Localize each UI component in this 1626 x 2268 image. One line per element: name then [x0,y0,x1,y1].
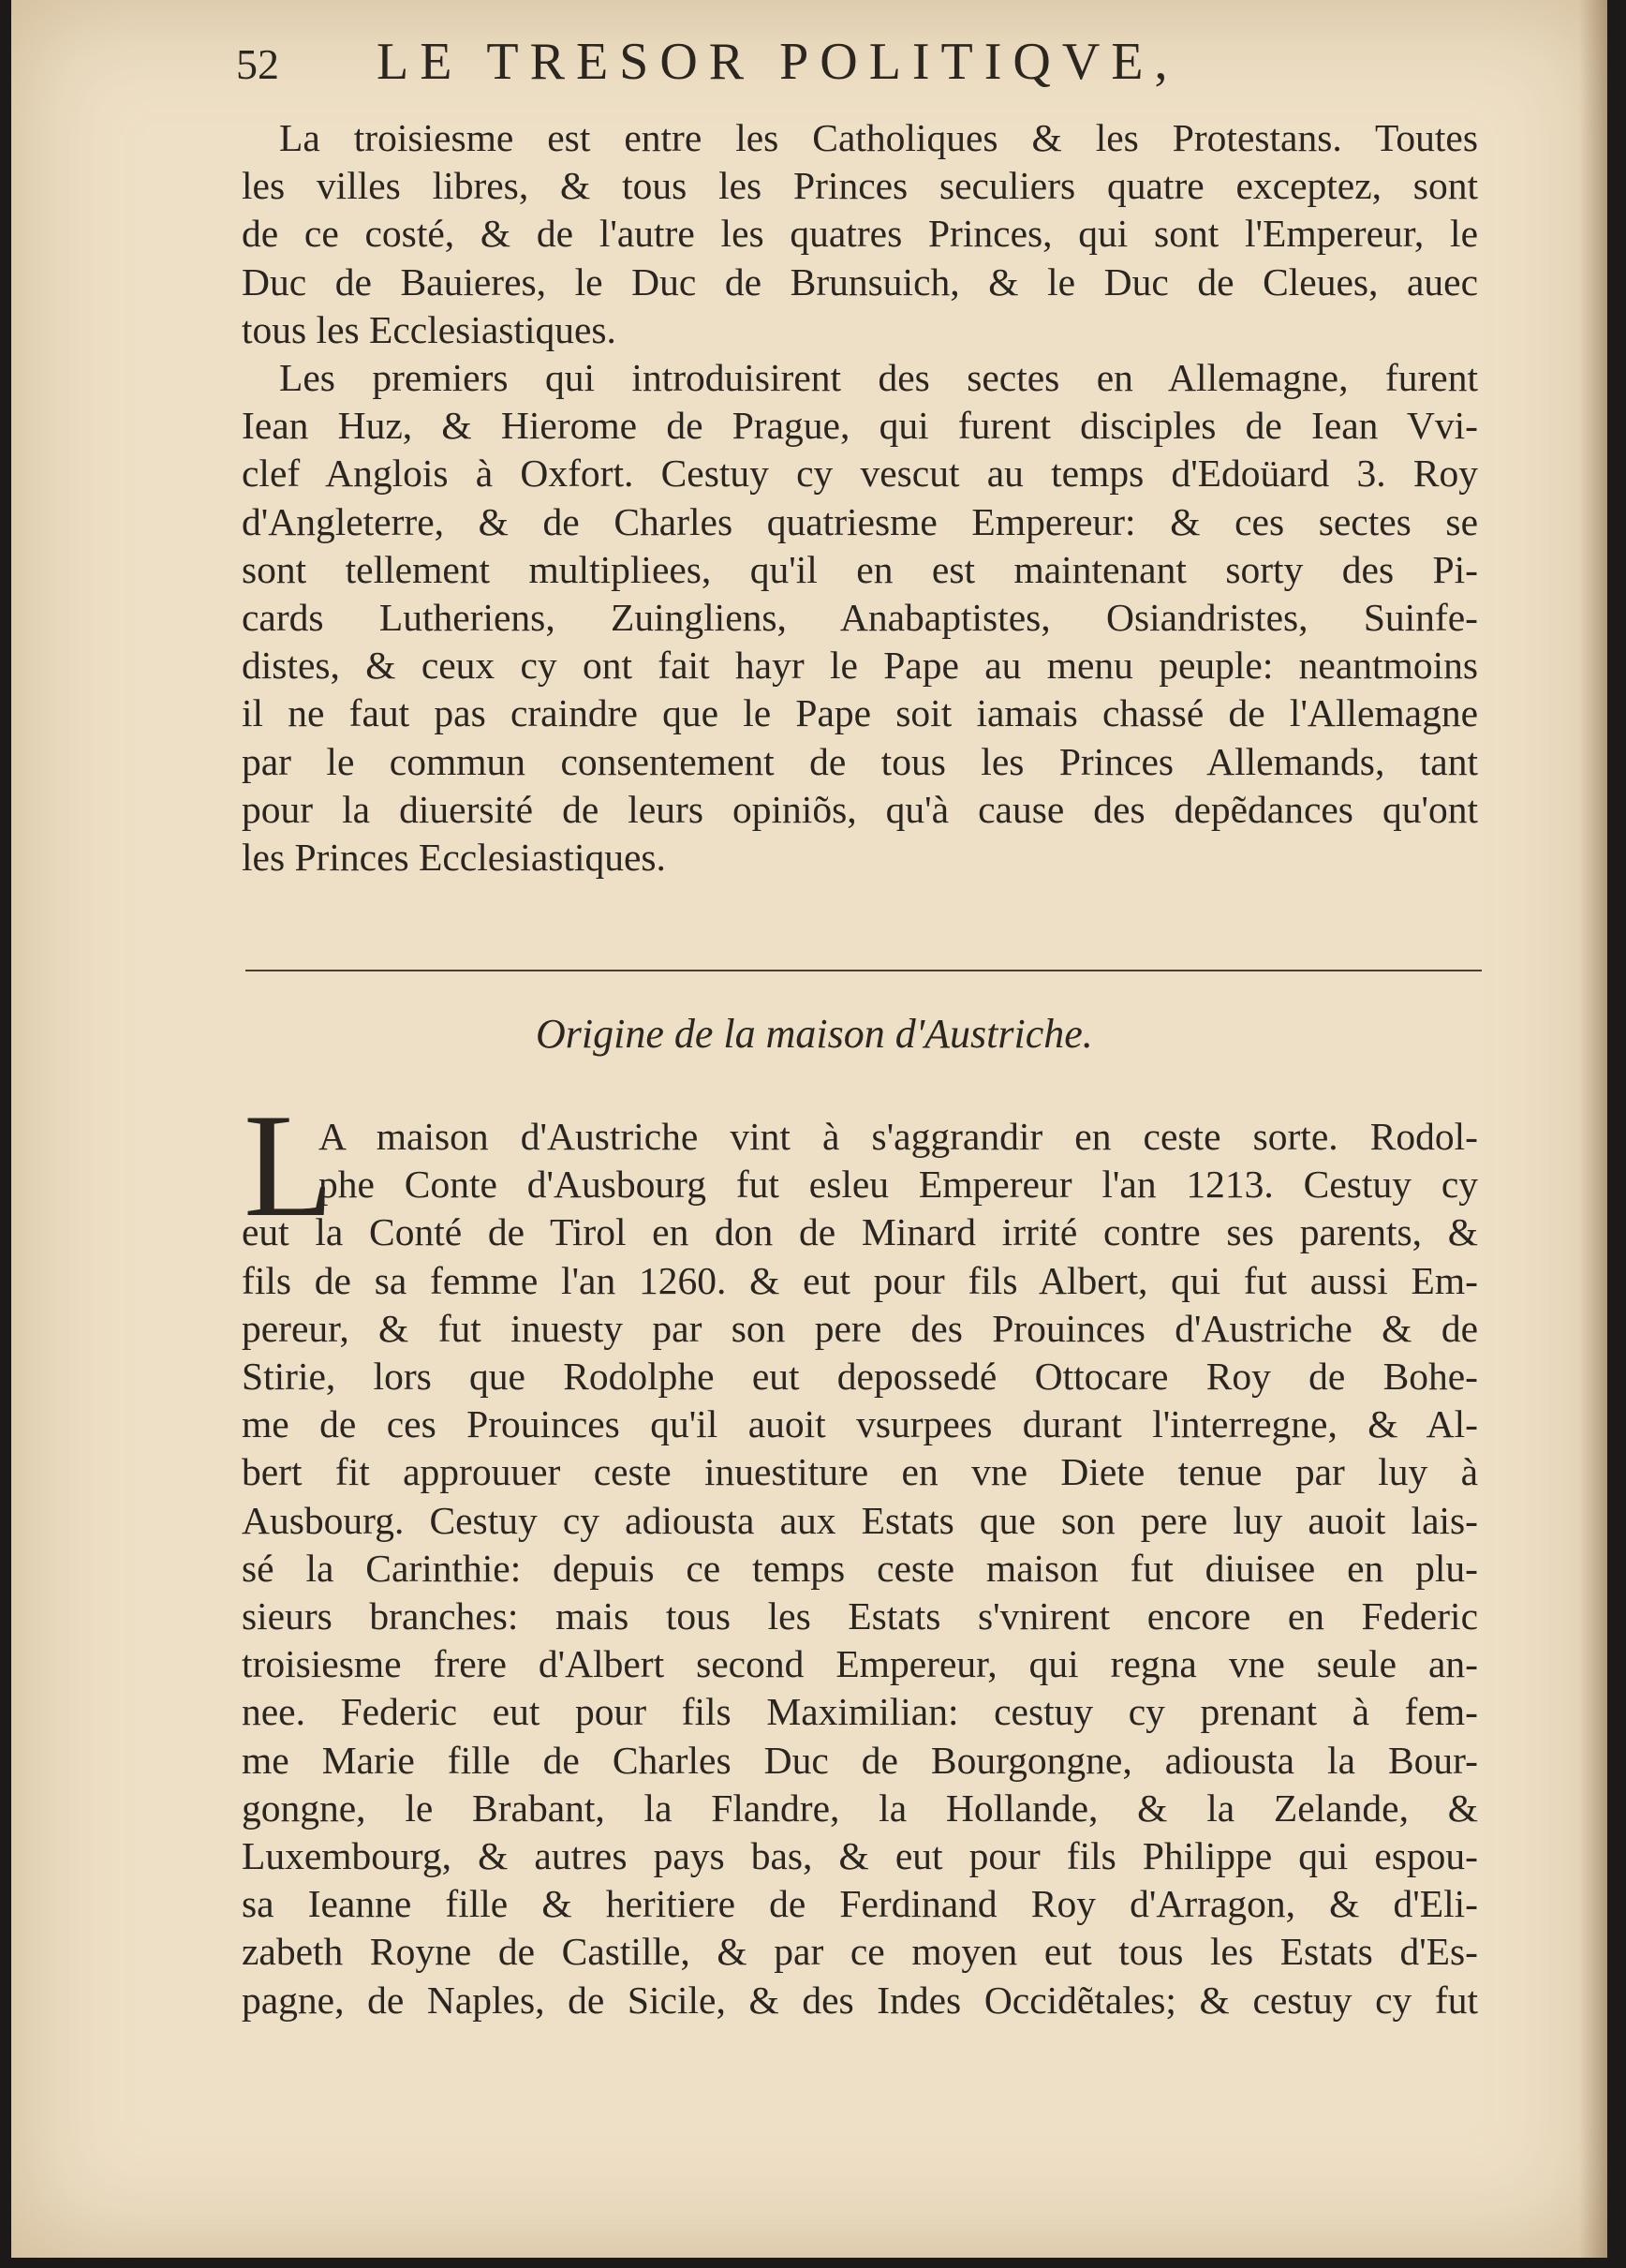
text-line: sa Ieanne fille & heritiere de Ferdinand Roy d'Arragon, & d'Eli- [242,1882,1478,1926]
paragraph-1 [242,114,1478,354]
book-page [11,0,1607,2258]
text-line: bert fit approuuer ceste inuestiture en vne Diete tenue par luy à [242,1450,1478,1494]
text-line: par le commun consentement de tous les Princes Allemands, tant [242,739,1478,783]
text-line: Luxembourg, & autres pays bas, & eut pour fils Philippe qui espou- [242,1834,1478,1878]
section-divider [245,970,1482,971]
text-line: pagne, de Naples, de Sicile, & des Indes Occidẽtales; & cestuy cy fut [242,1978,1478,2022]
text-line: cards Lutheriens, Zuingliens, Anabaptistes, Osiandristes, Suinfe- [242,596,1478,640]
text-line: nee. Federic eut pour fils Maximilian: cestuy cy prenant à fem- [242,1690,1478,1734]
text-line: Duc de Bauieres, le Duc de Brunsuich, & le Duc de Cleues, auec [242,259,1478,304]
text-line: distes, & ceux cy ont fait hayr le Pape au menu peuple: neantmoins [242,644,1478,688]
text-line: il ne faut pas craindre que le Pape soit iamais chassé de l'Allemagne [242,691,1478,735]
section-heading: Origine de la maison d'Austriche. [536,1011,1093,1057]
text-line: Les premiers qui introduisirent des sectes en Allemagne, furent [279,356,1478,399]
text-line: La troisiesme est entre les Catholiques & les Protestans. Toutes [279,116,1478,159]
text-line: Iean Huz, & Hierome de Prague, qui furent disciples de Iean Vvi- [242,404,1478,448]
page-gutter-shadow [1579,0,1607,2258]
text-line: pereur, & fut inuesty par son pere des Prouinces d'Austriche & de [242,1306,1478,1350]
text-line: phe Conte d'Ausbourg fut esleu Empereur l'an 1213. Cestuy cy [318,1163,1478,1207]
text-line: me Marie fille de Charles Duc de Bourgongne, adiousta la Bour- [242,1738,1478,1782]
text-line: sont tellement multipliees, qu'il en est maintenant sorty des Pi- [242,547,1478,591]
text-line: sieurs branches: mais tous les Estats s'vnirent encore en Federic [242,1594,1478,1638]
text-line: zabeth Royne de Castille, & par ce moyen eut tous les Estats d'Es- [242,1930,1478,1974]
text-line: me de ces Prouinces qu'il auoit vsurpees durant l'interregne, & Al- [242,1402,1478,1446]
text-line: pour la diuersité de leurs opiniõs, qu'à cause des depẽdances qu'ont [242,787,1478,831]
text-line: clef Anglois à Oxfort. Cestuy cy vescut au temps d'Edoüard 3. Roy [242,452,1478,496]
paragraph-3 [242,1113,1478,2024]
text-line: les Princes Ecclesiastiques. [242,836,666,880]
page-number: 52 [236,40,279,88]
text-line: sé la Carinthie: depuis ce temps ceste maison fut diuisee en plu- [242,1546,1478,1590]
text-line: tous les Ecclesiastiques. [242,307,616,351]
text-line: eut la Conté de Tirol en don de Minard irrité contre ses parents, & [242,1210,1478,1254]
text-line: troisiesme frere d'Albert second Empereur, qui regna vne seule an- [242,1642,1478,1686]
paragraph-2 [242,354,1478,882]
text-line: fils de sa femme l'an 1260. & eut pour fils Albert, qui fut aussi Em- [242,1258,1478,1302]
page-header [236,32,1491,92]
text-line: d'Angleterre, & de Charles quatriesme Empereur: & ces sectes se [242,499,1478,543]
running-title: LE TRESOR POLITIQVE, [377,33,1179,91]
text-line: Stirie, lors que Rodolphe eut depossedé Ottocare Roy de Bohe- [242,1355,1478,1399]
text-line: gongne, le Brabant, la Flandre, la Hollande, & la Zelande, & [242,1786,1478,1830]
drop-cap: L [244,1084,334,1248]
text-line: Ausbourg. Cestuy cy adiousta aux Estats que son pere luy auoit lais- [242,1498,1478,1542]
text-line: les villes libres, & tous les Princes seculiers quatre exceptez, sont [242,164,1478,208]
text-line: de ce costé, & de l'autre les quatres Princes, qui sont l'Empereur, le [242,212,1478,256]
text-line: A maison d'Austriche vint à s'aggrandir en ceste sorte. Rodol- [318,1115,1478,1158]
